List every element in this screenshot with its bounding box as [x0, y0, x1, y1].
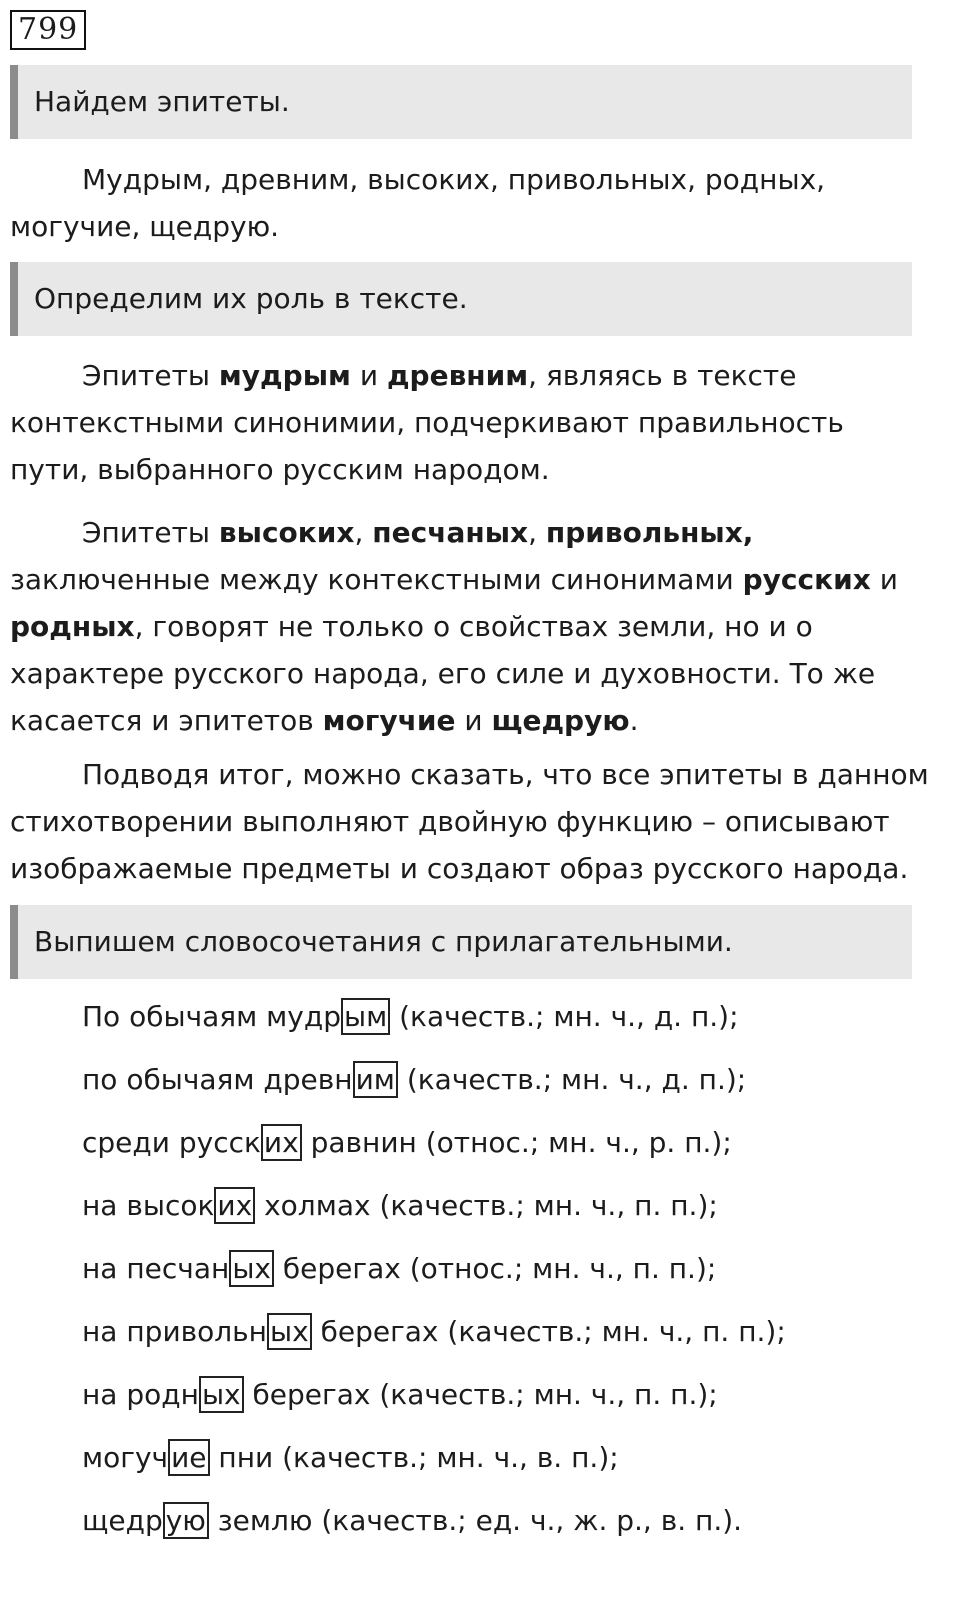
phrase-stem: на привольн [82, 1315, 267, 1348]
section-heading-epithets: Найдем эпитеты. [10, 65, 912, 139]
phrase-item [82, 1060, 746, 1100]
phrase-stem: могуч [82, 1441, 169, 1474]
phrase-annotation: равнин (относ.; мн. ч., р. п.); [301, 1126, 732, 1159]
phrase-item [82, 1312, 786, 1352]
adjective-ending: ие [168, 1439, 209, 1476]
phrase-stem: По обычаям мудр [82, 1000, 341, 1033]
phrase-item [82, 1438, 619, 1478]
conclusion-paragraph: Подводя итог, можно сказать, что все эпитеты в данном стихотворении выполняют двойную функцию – описывают изображаемые предметы и создают образ русского народа. [10, 758, 929, 885]
section-heading-role: Определим их роль в тексте. [10, 262, 912, 336]
phrase-item [82, 1375, 718, 1415]
epithets-list: Мудрым, древним, высоких, привольных, родных, могучие, щедрую. [10, 163, 826, 243]
phrase-stem: на родн [82, 1378, 199, 1411]
phrase-stem: на высок [82, 1189, 215, 1222]
adjective-ending: ую [163, 1502, 209, 1539]
phrase-item [82, 1249, 716, 1289]
task-number: 799 [10, 10, 86, 50]
phrase-item [82, 1501, 742, 1541]
phrase-stem: щедр [82, 1504, 163, 1537]
phrase-annotation: берегах (относ.; мн. ч., п. п.); [274, 1252, 717, 1285]
phrase-annotation: землю (качеств.; ед. ч., ж. р., в. п.). [208, 1504, 743, 1537]
role-paragraph-1: Эпитеты мудрым и древним, являясь в тексте контекстными синонимии, подчеркивают правильность пути, выбранного русским народом. [10, 359, 844, 486]
adjective-ending: им [353, 1061, 398, 1098]
phrase-item [82, 997, 739, 1037]
role-paragraph-2: Эпитеты высоких, песчаных, привольных, заключенные между контекстными синонимами русских и родных, говорят не только о свойствах земли, но и о характере русского народа, его силе и духовности. То же касается и эпитетов могучие и щедрую. [10, 516, 898, 737]
phrase-annotation: пни (качеств.; мн. ч., в. п.); [209, 1441, 619, 1474]
phrase-annotation: холмах (качеств.; мн. ч., п. п.); [255, 1189, 718, 1222]
adjective-ending: ых [199, 1376, 244, 1413]
phrase-annotation: берегах (качеств.; мн. ч., п. п.); [311, 1315, 786, 1348]
phrase-annotation: берегах (качеств.; мн. ч., п. п.); [243, 1378, 718, 1411]
phrase-annotation: (качеств.; мн. ч., д. п.); [397, 1063, 747, 1096]
phrase-stem: среди русск [82, 1126, 261, 1159]
adjective-ending: ых [267, 1313, 312, 1350]
adjective-ending: их [214, 1187, 255, 1224]
phrase-item [82, 1123, 732, 1163]
section-heading-phrases: Выпишем словосочетания с прилагательными. [10, 905, 912, 979]
adjective-ending: их [261, 1124, 302, 1161]
phrase-annotation: (качеств.; мн. ч., д. п.); [390, 1000, 739, 1033]
phrase-stem: на песчан [82, 1252, 230, 1285]
phrase-item [82, 1186, 718, 1226]
adjective-ending: ых [229, 1250, 274, 1287]
adjective-ending: ым [341, 998, 390, 1035]
phrase-stem: по обычаям древн [82, 1063, 353, 1096]
